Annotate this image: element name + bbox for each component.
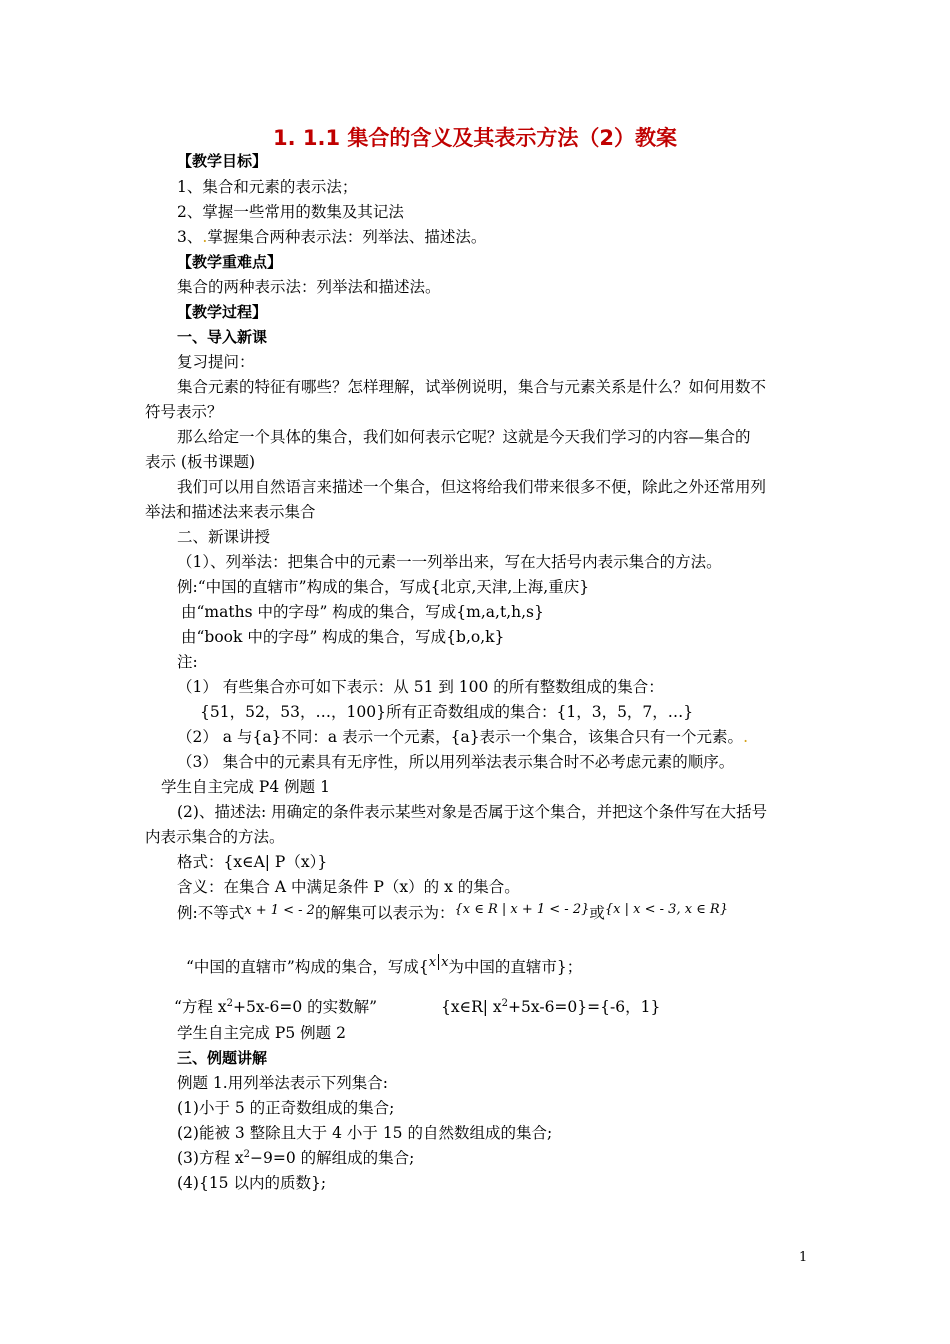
section-one-heading: 一、导入新课 bbox=[177, 328, 268, 346]
question-3-line-1: 我们可以用自然语言来描述一个集合，但这将给我们带来很多不便，除此之外还常用列 bbox=[177, 478, 767, 496]
exercise-4: (4){15 以内的质数}; bbox=[177, 1174, 327, 1192]
equation-solution-set: {x∈R| $x^2+5x-6=0\}=\{-6$，1} bbox=[441, 997, 661, 1016]
meaning-line: 含义：在集合 A 中满足条件 P（x）的 x 的集合。 bbox=[177, 878, 520, 896]
process-header: 【教学过程】 bbox=[177, 303, 268, 321]
goals-header: 【教学目标】 bbox=[177, 152, 268, 170]
exercise-2: (2)能被 3 整除且大于 4 小于 15 的自然数组成的集合; bbox=[177, 1124, 553, 1142]
example-municipalities-description bbox=[186, 957, 582, 979]
goal-3-text: 掌握集合两种表示法：列举法、描述法。 bbox=[207, 228, 487, 246]
goal-1: 1、集合和元素的表示法； bbox=[177, 178, 358, 196]
goal-3 bbox=[177, 227, 486, 247]
question-1-line-1: 集合元素的特征有哪些？怎样理解，试举例说明，集合与元素关系是什么？如何用数不 bbox=[177, 378, 767, 396]
exercise-1: (1)小于 5 的正奇数组成的集合; bbox=[177, 1099, 395, 1117]
exercise-intro: 例题 1.用列举法表示下列集合: bbox=[177, 1074, 388, 1092]
or-word: 或 bbox=[589, 904, 605, 922]
municipalities-prefix: “中国的直辖市”构成的集合，写成{ bbox=[186, 958, 429, 976]
example-inequality bbox=[177, 903, 728, 925]
note-2-text: （2） a 与{a}不同：a 表示一个元素，{a}表示一个集合，该集合只有一个元素。 bbox=[177, 728, 744, 746]
inequality-formula: x + 1 < - 2 bbox=[244, 903, 315, 918]
equation-example: “方程 $x^2+5x-6=0$ 的实数解” bbox=[174, 997, 378, 1016]
note-label: 注: bbox=[177, 653, 198, 671]
solution-set-2: {x | x < - 3, x ∈ R} bbox=[604, 902, 728, 917]
example-3: 由“book 中的字母” 构成的集合，写成{b,o,k} bbox=[181, 628, 505, 646]
page-number: 1 bbox=[799, 1250, 808, 1265]
key-header: 【教学重难点】 bbox=[177, 253, 283, 271]
description-method-line-2: 内表示集合的方法。 bbox=[145, 828, 285, 846]
marker-dot: . bbox=[202, 228, 208, 246]
key-text: 集合的两种表示法：列举法和描述法。 bbox=[177, 278, 441, 296]
section-three-heading: 三、例题讲解 bbox=[177, 1049, 268, 1067]
set-builder-bar bbox=[438, 954, 439, 970]
example-2: 由“maths 中的字母” 构成的集合，写成{m,a,t,h,s} bbox=[181, 603, 544, 621]
goal-3-number: 3、 bbox=[177, 228, 203, 246]
review-label: 复习提问： bbox=[177, 353, 255, 371]
self-study-1: 学生自主完成 P4 例题 1 bbox=[161, 778, 330, 796]
note-3: （3） 集合中的元素具有无序性，所以用列举法表示集合时不必考虑元素的顺序。 bbox=[177, 753, 735, 771]
list-method-definition: （1）、列举法：把集合中的元素一一列举出来，写在大括号内表示集合的方法。 bbox=[177, 553, 722, 571]
section-two-heading: 二、新课讲授 bbox=[177, 528, 271, 546]
note-1-continued: {51，52，53，…，100}所有正奇数组成的集合：{1，3，5，7，…} bbox=[200, 703, 694, 721]
solution-set-1: {x ∈ R | x + 1 < - 2} bbox=[454, 902, 590, 917]
self-study-2: 学生自主完成 P5 例题 2 bbox=[177, 1024, 346, 1042]
description-method-line-1: (2)、描述法: 用确定的条件表示某些对象是否属于这个集合，并把这个条件写在大括号 bbox=[177, 803, 768, 821]
question-2-line-2: 表示 (板书课题) bbox=[145, 453, 256, 471]
note-1: （1） 有些集合亦可如下表示：从 51 到 100 的所有整数组成的集合： bbox=[177, 678, 664, 696]
marker-dot: . bbox=[743, 728, 748, 746]
example-inequality-prefix: 例:不等式 bbox=[177, 904, 245, 922]
set-variable-2: x bbox=[441, 955, 449, 970]
question-3-line-2: 举法和描述法来表示集合 bbox=[145, 503, 316, 521]
goal-2: 2、掌握一些常用的数集及其记法 bbox=[177, 203, 404, 221]
example-1: 例:“中国的直辖市”构成的集合，写成{北京,天津,上海,重庆} bbox=[177, 578, 590, 596]
municipalities-suffix: 为中国的直辖市}； bbox=[448, 958, 583, 976]
exercise-3: (3)方程 $x^2-9=0$ 的解组成的集合; bbox=[177, 1148, 415, 1167]
question-2-line-1: 那么给定一个具体的集合，我们如何表示它呢？这就是今天我们学习的内容—集合的 bbox=[177, 428, 751, 446]
note-2 bbox=[177, 727, 748, 747]
example-inequality-middle: 的解集可以表示为： bbox=[314, 904, 455, 922]
format-line: 格式：{x∈A| P（x）} bbox=[177, 853, 328, 871]
page-title: 1. 1.1 集合的含义及其表示方法（2）教案 bbox=[272, 126, 678, 150]
question-1-line-2: 符号表示？ bbox=[145, 403, 223, 421]
set-variable-1: x bbox=[428, 955, 437, 970]
